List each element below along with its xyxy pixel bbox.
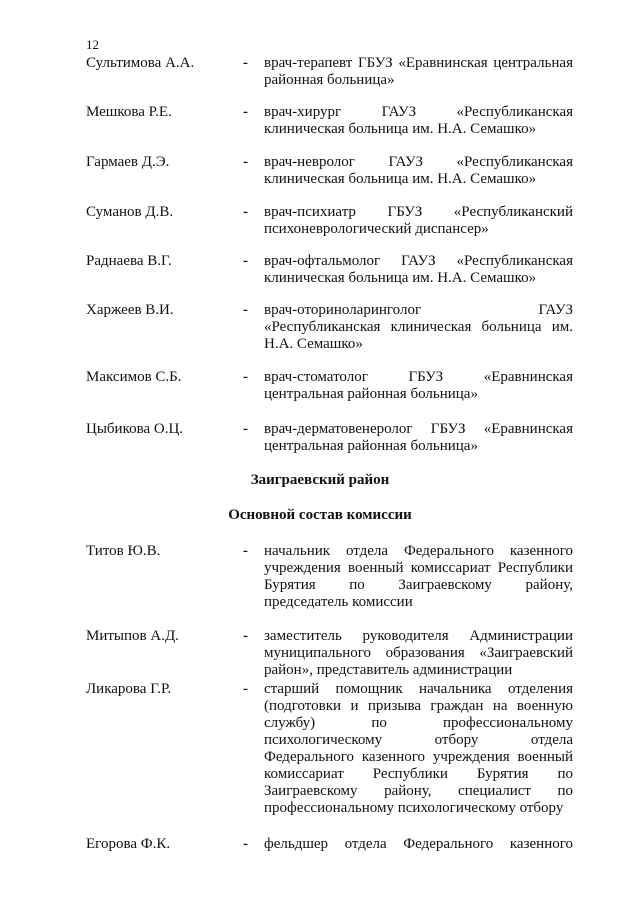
role-line: врач-дерматовенеролог ГБУЗ «Еравнинская	[264, 421, 573, 437]
member-role	[264, 369, 573, 403]
entry-dash: -	[243, 302, 248, 318]
role-line: врач-терапевт ГБУЗ «Еравнинская центральная	[264, 55, 573, 71]
member-name: Цыбикова О.Ц.	[86, 421, 184, 437]
entry-dash: -	[243, 628, 248, 644]
member-name: Митыпов А.Д.	[86, 628, 179, 644]
member-role	[264, 253, 573, 287]
member-name: Титов Ю.В.	[86, 543, 161, 559]
role-line: врач-офтальмолог ГАУЗ «Республиканская	[264, 253, 573, 269]
role-line: Н.А. Семашко»	[264, 336, 363, 352]
member-role	[264, 628, 573, 679]
role-line: районная больница»	[264, 72, 395, 88]
role-line: центральная районная больница»	[264, 438, 478, 454]
role-line: врач-стоматолог ГБУЗ «Еравнинская	[264, 369, 573, 385]
entry-dash: -	[243, 253, 248, 269]
role-line: центральная районная больница»	[264, 386, 478, 402]
role-line: старший помощник начальника отделения	[264, 681, 573, 697]
entry-dash: -	[243, 104, 248, 120]
role-line: начальник отдела Федерального казенного	[264, 543, 573, 559]
entry-dash: -	[243, 421, 248, 437]
member-name: Максимов С.Б.	[86, 369, 182, 385]
role-line: (подготовки и призыва граждан на военную	[264, 698, 573, 714]
member-role	[264, 836, 573, 853]
role-line: клиническая больница им. Н.А. Семашко»	[264, 121, 537, 137]
role-line: муниципального образования «Заиграевский	[264, 645, 573, 661]
role-line: клиническая больница им. Н.А. Семашко»	[264, 270, 537, 286]
entry-dash: -	[243, 836, 248, 852]
role-line: врач-хирург ГАУЗ «Республиканская	[264, 104, 573, 120]
member-name: Гармаев Д.Э.	[86, 154, 170, 170]
role-line: психологическому отбору отдела	[264, 732, 573, 748]
member-name: Раднаева В.Г.	[86, 253, 172, 269]
role-line: психоневрологический диспансер»	[264, 221, 489, 237]
role-line: Заиграевскому району, специалист по	[264, 783, 573, 799]
member-name: Егорова Ф.К.	[86, 836, 171, 852]
member-role	[264, 421, 573, 455]
member-role	[264, 681, 573, 817]
role-line: район», представитель администрации	[264, 662, 513, 678]
entry-dash: -	[243, 369, 248, 385]
role-line: врач-психиатр ГБУЗ «Республиканский	[264, 204, 573, 220]
member-role	[264, 543, 573, 611]
entry-dash: -	[243, 204, 248, 220]
subsection-title: Основной состав комиссии	[228, 507, 412, 523]
role-line: врач-оториноларинголог ГАУЗ	[264, 302, 573, 318]
role-line: врач-невролог ГАУЗ «Республиканская	[264, 154, 573, 170]
role-line: службу) по профессиональному	[264, 715, 573, 731]
role-line: учреждения военный комиссариат Республики	[264, 560, 573, 576]
member-name: Харжеев В.И.	[86, 302, 174, 318]
member-role	[264, 302, 573, 353]
role-line: фельдшер отдела Федерального казенного	[264, 836, 573, 852]
member-name: Сультимова А.А.	[86, 55, 195, 71]
member-role	[264, 104, 573, 138]
role-line: заместитель руководителя Администрации	[264, 628, 573, 644]
role-line: председатель комиссии	[264, 594, 413, 610]
member-name: Мешкова Р.Е.	[86, 104, 172, 120]
role-line: Бурятия по Заиграевскому району,	[264, 577, 573, 593]
role-line: «Республиканская клиническая больница им.	[264, 319, 573, 335]
role-line: клиническая больница им. Н.А. Семашко»	[264, 171, 537, 187]
section-title: Заиграевский район	[250, 472, 390, 488]
member-role	[264, 204, 573, 238]
entry-dash: -	[243, 681, 248, 697]
member-name: Суманов Д.В.	[86, 204, 174, 220]
entry-dash: -	[243, 543, 248, 559]
role-line: Федерального казенного учреждения военный	[264, 749, 573, 765]
entry-dash: -	[243, 55, 248, 71]
page-number: 12	[86, 37, 99, 52]
member-name: Ликарова Г.Р.	[86, 681, 172, 697]
entry-dash: -	[243, 154, 248, 170]
member-role	[264, 154, 573, 188]
member-role	[264, 55, 573, 89]
role-line: профессиональному психологическому отбору	[264, 800, 564, 816]
role-line: комиссариат Республики Бурятия по	[264, 766, 573, 782]
